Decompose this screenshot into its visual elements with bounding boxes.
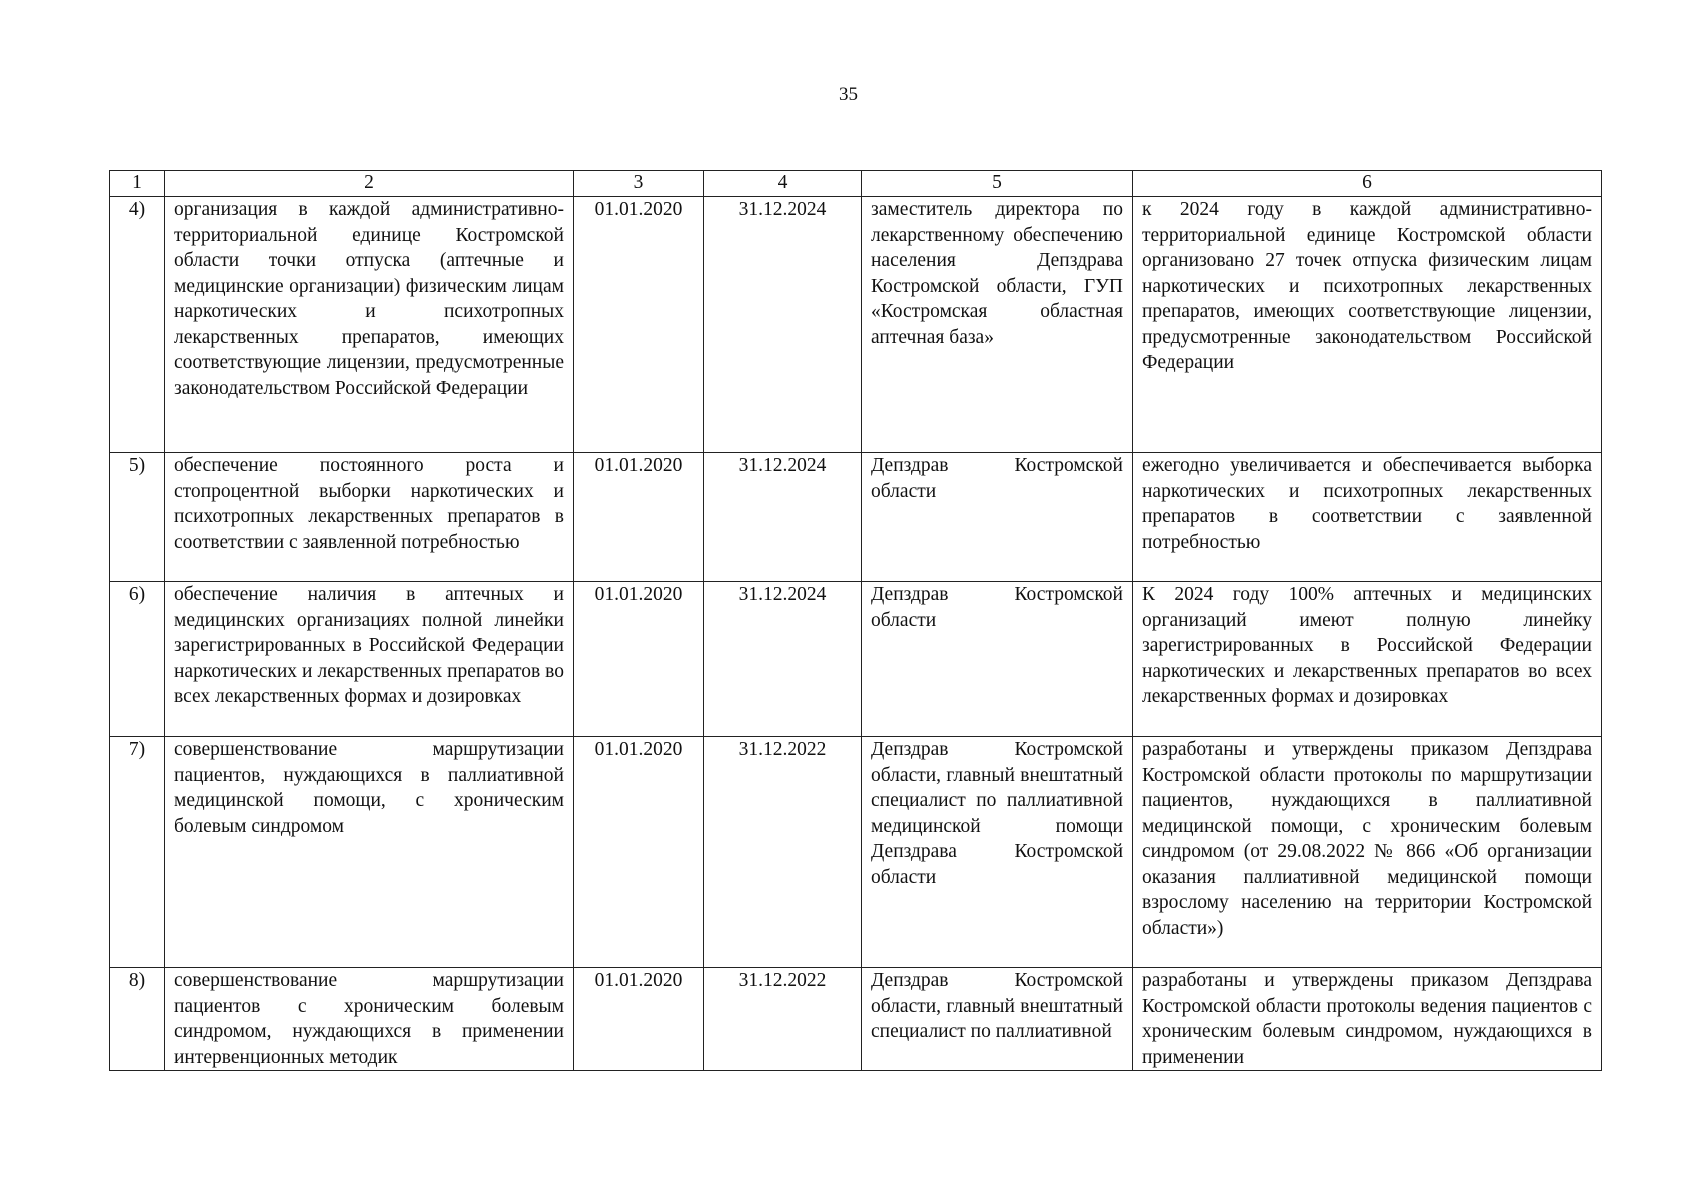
table-row: [110, 197, 1602, 453]
page-number: 35: [839, 84, 858, 105]
measure-description: совершенствование маршрутизации пациентов с хроническим болевым синдромом, нуждающихся в применении интервенционных методик: [165, 968, 574, 1071]
start-date: 01.01.2020: [574, 197, 704, 453]
column-header-4: 4: [704, 171, 862, 197]
end-date: 31.12.2022: [704, 737, 862, 968]
expected-result: к 2024 году в каждой административно-территориальной единице Костромской области организовано 27 точек отпуска физическим лицам наркотических и психотропных лекарственных препаратов, имеющих соответствующие лицензии, предусмотренные законодательством Российской Федерации: [1133, 197, 1602, 453]
column-header-2: 2: [165, 171, 574, 197]
end-date: 31.12.2024: [704, 582, 862, 737]
responsible-party: Депздрав Костромской области, главный внештатный специалист по паллиативной медицинской помощи Депздрава Костромской области: [862, 737, 1133, 968]
measure-description: организация в каждой административно-территориальной единице Костромской области точки отпуска (аптечные и медицинские организации) физическим лицам наркотических и психотропных лекарственных препаратов, имеющих соответствующие лицензии, предусмотренные законодательством Российской Федерации: [165, 197, 574, 453]
responsible-party: заместитель директора по лекарственному обеспечению населения Депздрава Костромской области, ГУП «Костромская областная аптечная база»: [862, 197, 1133, 453]
expected-result: К 2024 году 100% аптечных и медицинских организаций имеют полную линейку зарегистрированных в Российской Федерации наркотических и лекарственных препаратов во всех лекарственных формах и дозировках: [1133, 582, 1602, 737]
start-date: 01.01.2020: [574, 582, 704, 737]
measure-description: совершенствование маршрутизации пациентов, нуждающихся в паллиативной медицинской помощи, с хроническим болевым синдромом: [165, 737, 574, 968]
row-number: 6): [110, 582, 165, 737]
end-date: 31.12.2024: [704, 197, 862, 453]
expected-result: ежегодно увеличивается и обеспечивается выборка наркотических и психотропных лекарственных препаратов в соответствии с заявленной потребностью: [1133, 453, 1602, 582]
responsible-party: Депздрав Костромской области, главный внештатный специалист по паллиативной: [862, 968, 1133, 1071]
row-number: 5): [110, 453, 165, 582]
end-date: 31.12.2024: [704, 453, 862, 582]
measure-description: обеспечение постоянного роста и стопроцентной выборки наркотических и психотропных лекарственных препаратов в соответствии с заявленной потребностью: [165, 453, 574, 582]
start-date: 01.01.2020: [574, 968, 704, 1071]
responsible-party: Депздрав Костромской области: [862, 582, 1133, 737]
measures-table: [109, 170, 1602, 1071]
table-header-row: [110, 171, 1602, 197]
responsible-party: Депздрав Костромской области: [862, 453, 1133, 582]
start-date: 01.01.2020: [574, 453, 704, 582]
end-date: 31.12.2022: [704, 968, 862, 1071]
column-header-6: 6: [1133, 171, 1602, 197]
table-row: [110, 453, 1602, 582]
column-header-3: 3: [574, 171, 704, 197]
column-header-5: 5: [862, 171, 1133, 197]
row-number: 7): [110, 737, 165, 968]
expected-result: разработаны и утверждены приказом Депздрава Костромской области протоколы по маршрутизации пациентов, нуждающихся в паллиативной медицинской помощи, с хроническим болевым синдромом (от 29.08.2022 № 866 «Об организации оказания паллиативной медицинской помощи взрослому населению на территории Костромской области»): [1133, 737, 1602, 968]
measure-description: обеспечение наличия в аптечных и медицинских организациях полной линейки зарегистрированных в Российской Федерации наркотических и лекарственных препаратов во всех лекарственных формах и дозировках: [165, 582, 574, 737]
table-row: [110, 737, 1602, 968]
table-row: [110, 968, 1602, 1071]
row-number: 4): [110, 197, 165, 453]
expected-result: разработаны и утверждены приказом Депздрава Костромской области протоколы ведения пациентов с хроническим болевым синдромом, нуждающихся в применении: [1133, 968, 1602, 1071]
start-date: 01.01.2020: [574, 737, 704, 968]
row-number: 8): [110, 968, 165, 1071]
column-header-1: 1: [110, 171, 165, 197]
table-row: [110, 582, 1602, 737]
